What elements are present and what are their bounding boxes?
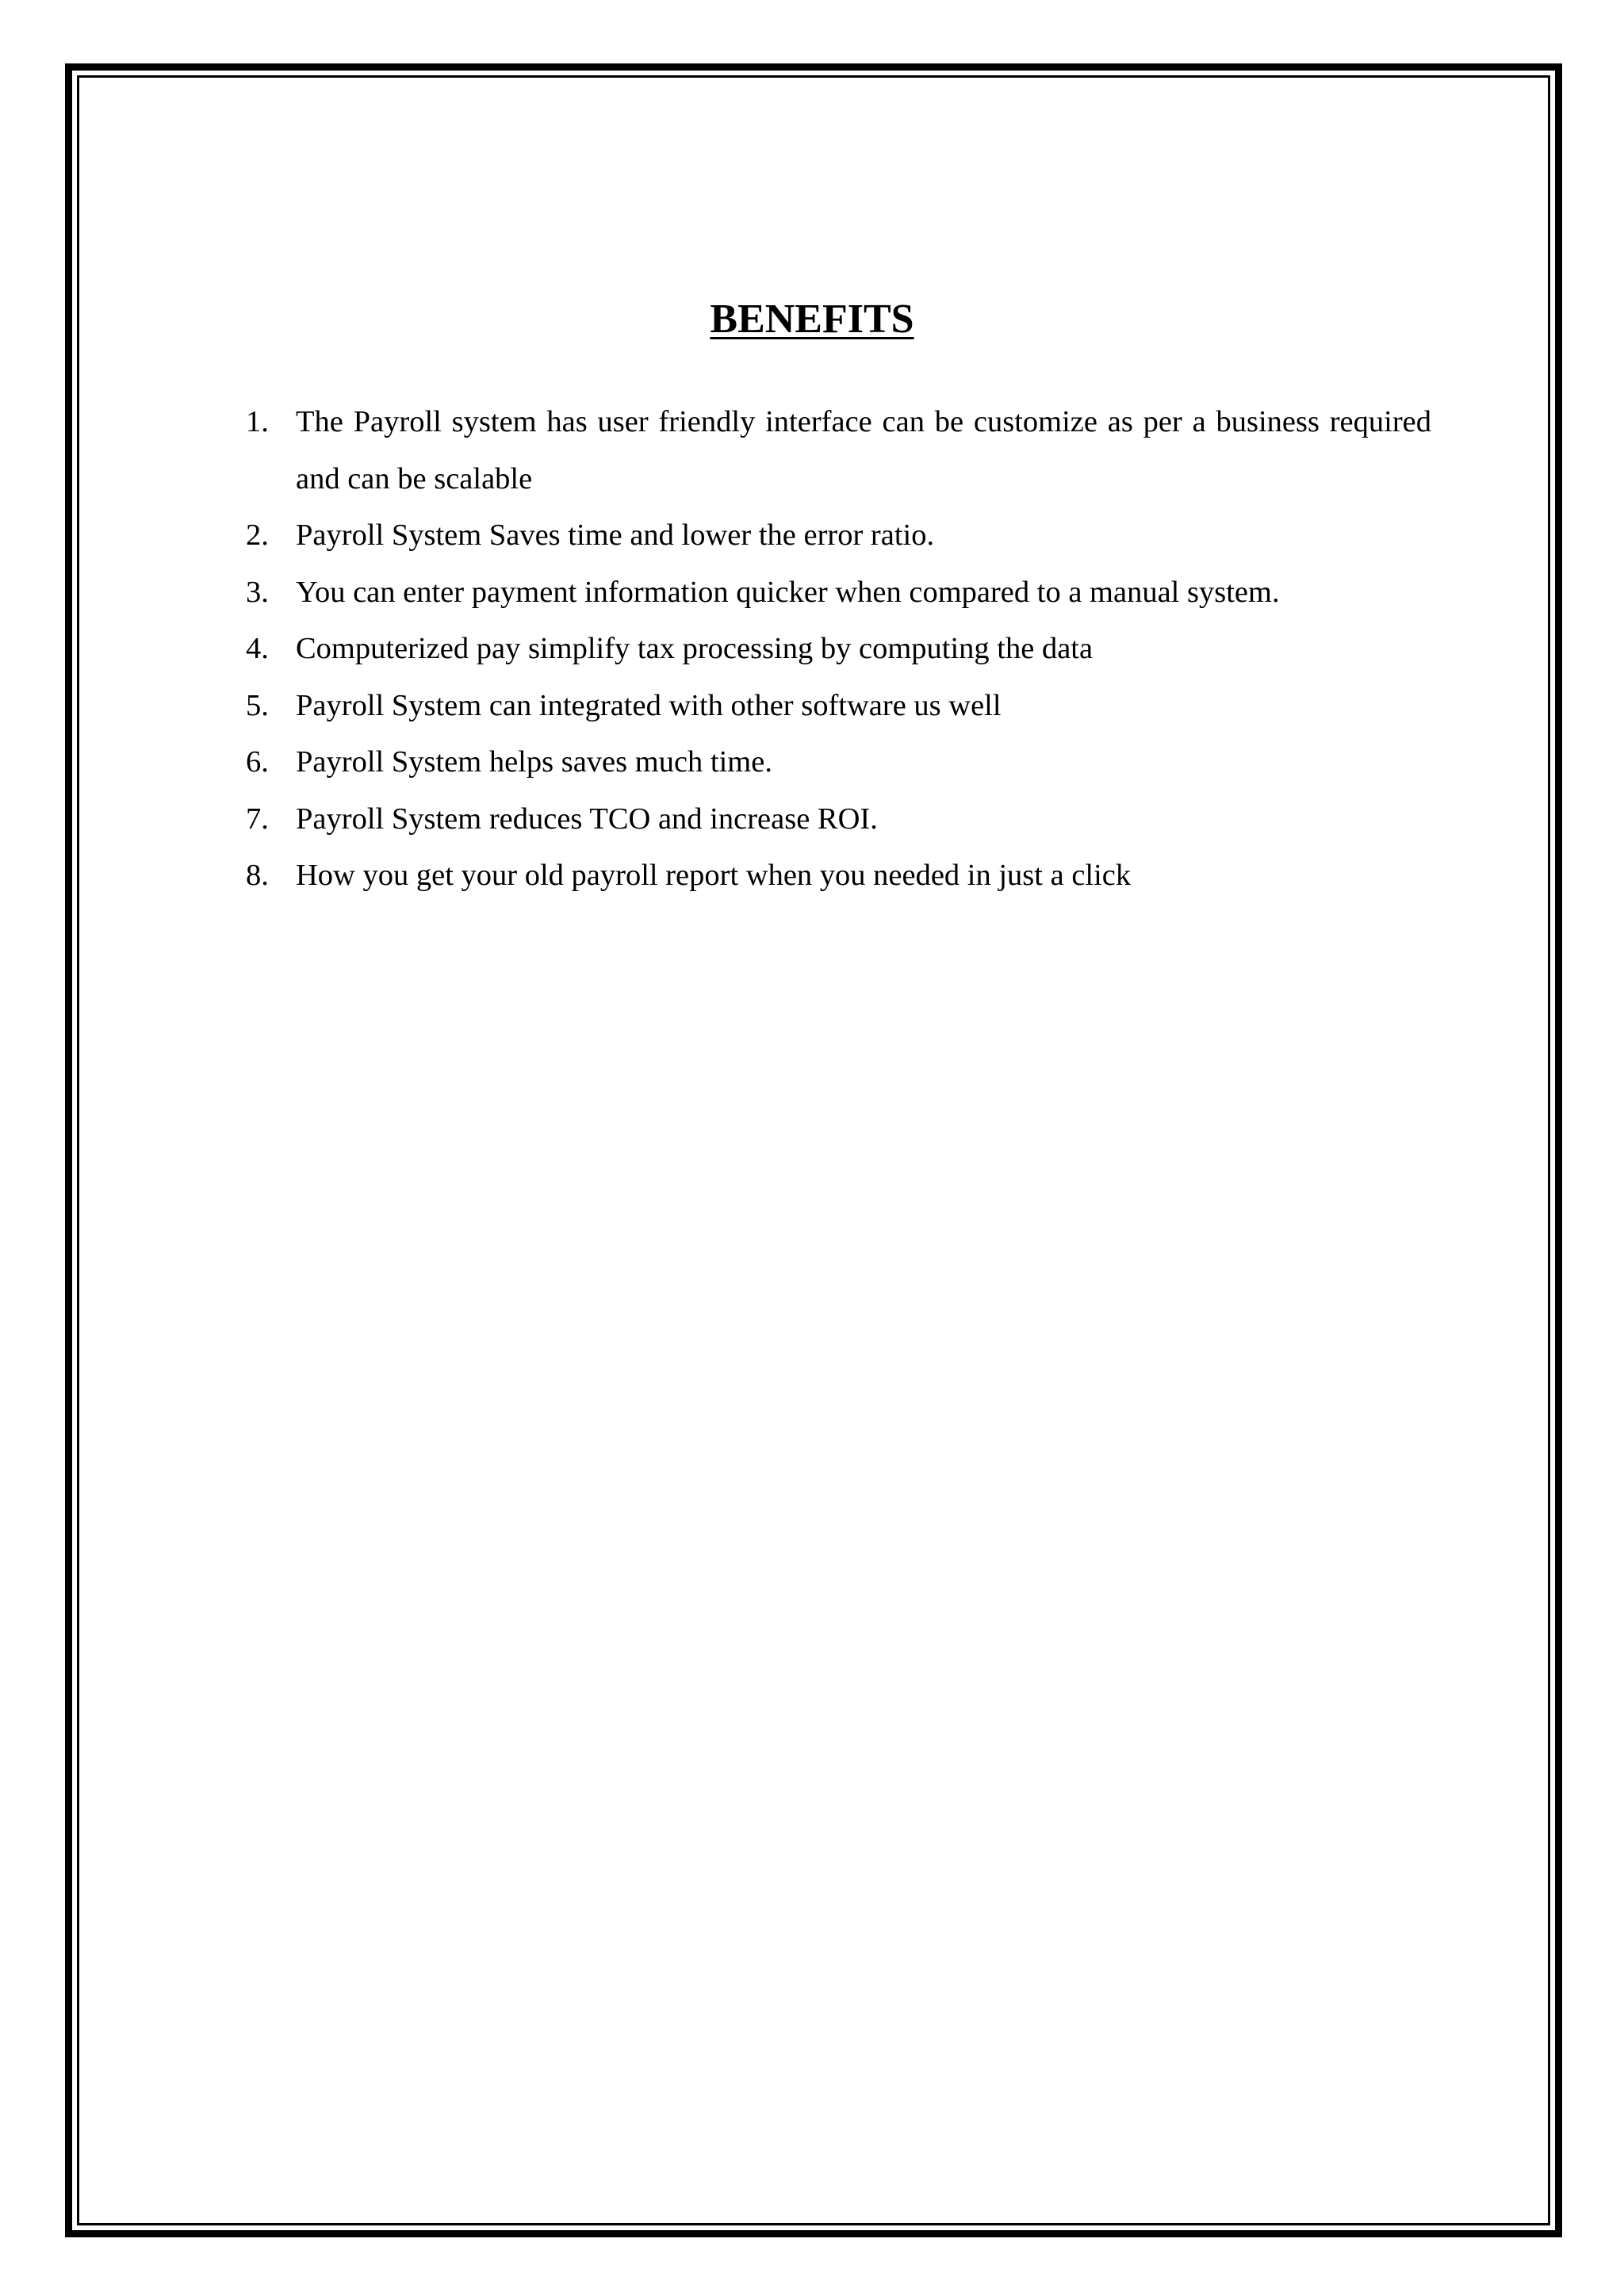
list-item — [246, 564, 1431, 622]
list-item-text: Payroll System can integrated with other software us well — [296, 688, 1002, 722]
list-item — [246, 394, 1431, 507]
list-item-text: Payroll System Saves time and lower the error ratio. — [296, 519, 935, 552]
list-item-number: 5. — [246, 688, 269, 722]
list-item-number: 8. — [246, 859, 269, 892]
list-item — [246, 734, 1431, 791]
list-item — [246, 848, 1431, 905]
list-item-text: How you get your old payroll report when you needed in just a click — [296, 859, 1132, 892]
page-title — [0, 295, 1624, 344]
list-item-text: Payroll System helps saves much time. — [296, 745, 772, 779]
list-item-text: Computerized pay simplify tax processing by computing the data — [296, 632, 1094, 665]
list-item-number: 6. — [246, 745, 269, 779]
page-title-text: BENEFITS — [710, 297, 914, 342]
list-item-number: 1. — [246, 405, 269, 438]
list-item — [246, 507, 1431, 564]
list-item-number: 3. — [246, 575, 269, 609]
list-item-number: 4. — [246, 632, 269, 665]
list-item — [246, 621, 1431, 678]
list-item-text: Payroll System reduces TCO and increase ROI. — [296, 802, 878, 836]
benefits-list — [246, 394, 1431, 905]
list-item-number: 2. — [246, 519, 269, 552]
list-item-text: You can enter payment information quicker when compared to a manual system. — [296, 575, 1280, 609]
list-item — [246, 678, 1431, 735]
list-item-text: The Payroll system has user friendly interface can be customize as per a business required and can be scalable — [296, 405, 1431, 496]
list-item — [246, 791, 1431, 848]
list-item-number: 7. — [246, 802, 269, 836]
